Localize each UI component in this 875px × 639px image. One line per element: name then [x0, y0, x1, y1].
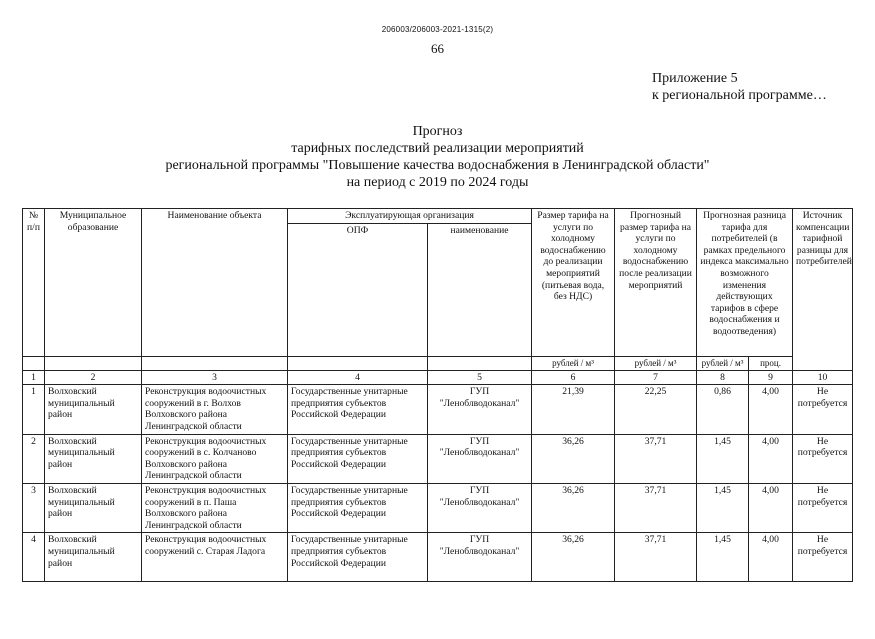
cell-opf: Государственные унитарные предприятия субъектов Российской Федерации — [288, 385, 428, 434]
appendix-line-1: Приложение 5 — [652, 71, 738, 86]
cell-no: 2 — [23, 434, 45, 483]
document-id: 206003/206003-2021-1315(2) — [381, 25, 494, 34]
col-index: 3 — [142, 371, 288, 385]
header-org-name: наименование — [428, 223, 532, 356]
cell-municipality: Волховский муниципальный район — [45, 483, 142, 532]
table-row — [23, 434, 853, 483]
col-index: 4 — [288, 371, 428, 385]
table-row — [23, 483, 853, 532]
cell-tariff-after: 37,71 — [615, 533, 697, 582]
cell-diff-rub: 1,45 — [697, 434, 749, 483]
cell-no: 3 — [23, 483, 45, 532]
cell-org-name: ГУП "Леноблводоканал" — [428, 434, 532, 483]
column-index-row — [23, 371, 853, 385]
col-index: 1 — [23, 371, 45, 385]
cell-diff-rub: 1,45 — [697, 483, 749, 532]
cell-tariff-before: 36,26 — [532, 483, 615, 532]
header-row — [23, 209, 853, 224]
cell-opf: Государственные унитарные предприятия субъектов Российской Федерации — [288, 434, 428, 483]
title-line-1: Прогноз — [412, 124, 463, 139]
cell-diff-pct: 4,00 — [749, 385, 793, 434]
cell-tariff-after: 37,71 — [615, 434, 697, 483]
title-line-4: на период с 2019 по 2024 годы — [346, 175, 529, 190]
header-municipality: Муниципальное образование — [45, 209, 142, 357]
header-no: № п/п — [23, 209, 45, 357]
cell-org-name: ГУП "Леноблводоканал" — [428, 533, 532, 582]
title-line-3: региональной программы "Повышение качества водоснабжения в Ленинградской области" — [165, 158, 710, 173]
unit-col7: рублей / м³ — [615, 356, 697, 371]
cell-opf: Государственные унитарные предприятия субъектов Российской Федерации — [288, 533, 428, 582]
cell-tariff-before: 36,26 — [532, 434, 615, 483]
col-index: 2 — [45, 371, 142, 385]
unit-col6: рублей / м³ — [532, 356, 615, 371]
unit-empty-4 — [288, 356, 428, 371]
unit-empty-3 — [142, 356, 288, 371]
cell-diff-rub: 1,45 — [697, 533, 749, 582]
table-row — [23, 385, 853, 434]
cell-source: Не потребуется — [793, 533, 853, 582]
unit-col8: рублей / м³ — [697, 356, 749, 371]
document-title — [0, 123, 875, 191]
header-source: Источник компенсации тарифной разницы для потребителей — [793, 209, 853, 371]
header-difference: Прогнозная разница тарифа для потребителей (в рамках предельного индекса максимально возможного изменения действующих тарифов в сфере водоснабжения и водоотведения) — [697, 209, 793, 357]
col-index: 5 — [428, 371, 532, 385]
cell-municipality: Волховский муниципальный район — [45, 385, 142, 434]
col-index: 10 — [793, 371, 853, 385]
cell-org-name: ГУП "Леноблводоканал" — [428, 483, 532, 532]
col-index: 8 — [697, 371, 749, 385]
cell-diff-pct: 4,00 — [749, 434, 793, 483]
cell-org-name: ГУП "Леноблводоканал" — [428, 385, 532, 434]
unit-col9: проц. — [749, 356, 793, 371]
cell-object: Реконструкция водоочистных сооружений с. Старая Ладога — [142, 533, 288, 582]
units-row — [23, 356, 853, 371]
unit-empty-1 — [23, 356, 45, 371]
cell-municipality: Волховский муниципальный район — [45, 533, 142, 582]
header-object: Наименование объекта — [142, 209, 288, 357]
cell-no: 4 — [23, 533, 45, 582]
cell-tariff-before: 36,26 — [532, 533, 615, 582]
title-line-2: тарифных последствий реализации мероприятий — [291, 141, 584, 156]
cell-source: Не потребуется — [793, 434, 853, 483]
col-index: 9 — [749, 371, 793, 385]
col-index: 6 — [532, 371, 615, 385]
header-tariff-after: Прогнозный размер тарифа на услуги по холодному водоснабжению после реализации мероприятий — [615, 209, 697, 357]
page-number: 66 — [431, 41, 444, 56]
table-row — [23, 533, 853, 582]
cell-opf: Государственные унитарные предприятия субъектов Российской Федерации — [288, 483, 428, 532]
header-opf: ОПФ — [288, 223, 428, 356]
cell-object: Реконструкция водоочистных сооружений в с. Колчаново Волховского района Ленинградской области — [142, 434, 288, 483]
col-index: 7 — [615, 371, 697, 385]
cell-tariff-after: 22,25 — [615, 385, 697, 434]
appendix-line-2: к региональной программе… — [652, 88, 827, 103]
cell-diff-rub: 0,86 — [697, 385, 749, 434]
cell-object: Реконструкция водоочистных сооружений в п. Паша Волховского района Ленинградской области — [142, 483, 288, 532]
cell-no: 1 — [23, 385, 45, 434]
header-operator: Эксплуатирующая организация — [288, 209, 532, 224]
cell-diff-pct: 4,00 — [749, 483, 793, 532]
cell-tariff-after: 37,71 — [615, 483, 697, 532]
appendix-caption — [652, 70, 827, 104]
cell-tariff-before: 21,39 — [532, 385, 615, 434]
tariff-forecast-table — [22, 208, 853, 582]
cell-source: Не потребуется — [793, 483, 853, 532]
unit-empty-5 — [428, 356, 532, 371]
cell-source: Не потребуется — [793, 385, 853, 434]
cell-object: Реконструкция водоочистных сооружений в г. Волхов Волховского района Ленинградской области — [142, 385, 288, 434]
cell-municipality: Волховский муниципальный район — [45, 434, 142, 483]
unit-empty-2 — [45, 356, 142, 371]
header-tariff-before: Размер тарифа на услуги по холодному водоснабжению до реализации мероприятий (питьевая вода, без НДС) — [532, 209, 615, 357]
cell-diff-pct: 4,00 — [749, 533, 793, 582]
